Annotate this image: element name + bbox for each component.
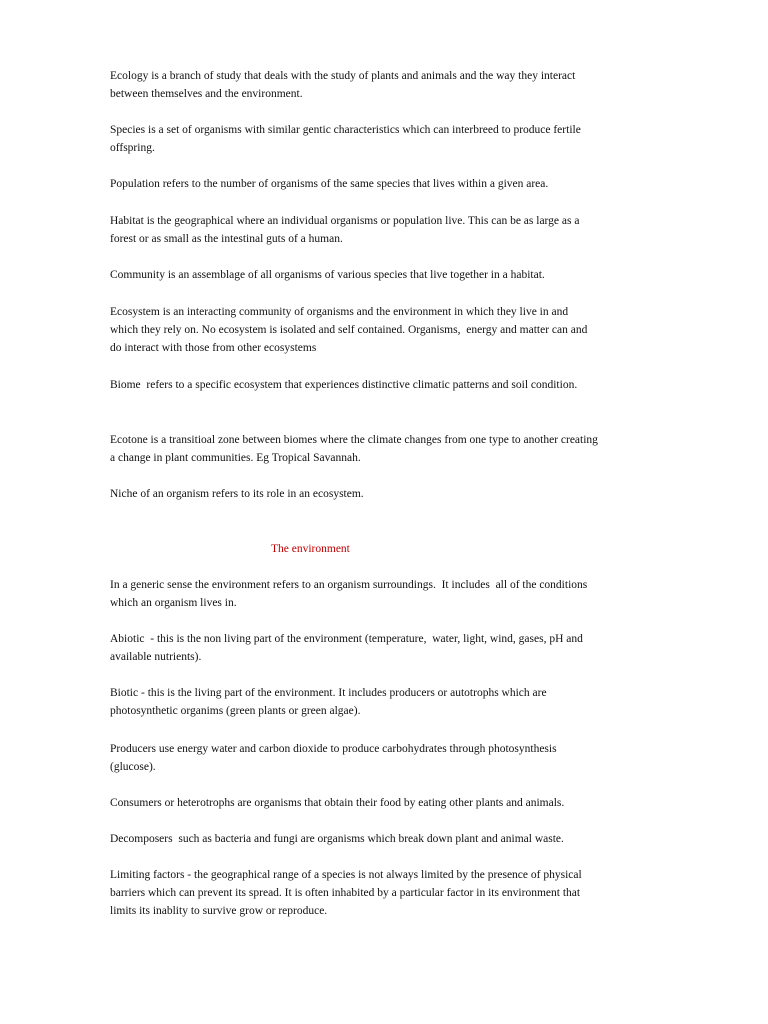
paragraph-ecotone: Ecotone is a transitioal zone between biomes where the climate changes from one type to another creating a change in plant communities. Eg Tropical Savannah.	[110, 434, 598, 464]
section-heading-environment: The environment	[271, 543, 350, 555]
paragraph-consumers: Consumers or heterotrophs are organisms that obtain their food by eating other plants and animals.	[110, 797, 565, 809]
paragraph-ecosystem: Ecosystem is an interacting community of organisms and the environment in which they live in and which they rely on. No ecosystem is isolated and self contained. Organisms, energy and matter can and do interact with those from other ecosystems	[110, 306, 588, 354]
paragraph-niche: Niche of an organism refers to its role in an ecosystem.	[110, 488, 364, 500]
paragraph-abiotic: Abiotic - this is the non living part of the environment (temperature, water, light, wind, gases, pH and available nutrients).	[110, 633, 583, 663]
paragraph-decomposers: Decomposers such as bacteria and fungi are organisms which break down plant and animal waste.	[110, 833, 564, 845]
paragraph-limiting-factors: Limiting factors - the geographical range of a species is not always limited by the presence of physical barriers which can prevent its spread. It is often inhabited by a particular factor in its environment that limits its inablity to survive grow or reproduce.	[110, 869, 582, 917]
paragraph-community: Community is an assemblage of all organisms of various species that live together in a habitat.	[110, 269, 545, 281]
paragraph-species: Species is a set of organisms with similar gentic characteristics which can interbreed to produce fertile offspring.	[110, 124, 581, 154]
paragraph-producers: Producers use energy water and carbon dioxide to produce carbohydrates through photosynthesis (glucose).	[110, 743, 557, 773]
paragraph-biotic: Biotic - this is the living part of the environment. It includes producers or autotrophs which are photosynthetic organims (green plants or green algae).	[110, 687, 547, 717]
paragraph-habitat: Habitat is the geographical where an individual organisms or population live. This can be as large as a forest or as small as the intestinal guts of a human.	[110, 215, 580, 245]
paragraph-ecology: Ecology is a branch of study that deals with the study of plants and animals and the way they interact between themselves and the environment.	[110, 70, 576, 100]
paragraph-population: Population refers to the number of organisms of the same species that lives within a given area.	[110, 178, 549, 190]
paragraph-environment-definition: In a generic sense the environment refers to an organism surroundings. It includes all of the conditions which an organism lives in.	[110, 579, 588, 609]
paragraph-biome: Biome refers to a specific ecosystem that experiences distinctive climatic patterns and soil condition.	[110, 379, 578, 391]
